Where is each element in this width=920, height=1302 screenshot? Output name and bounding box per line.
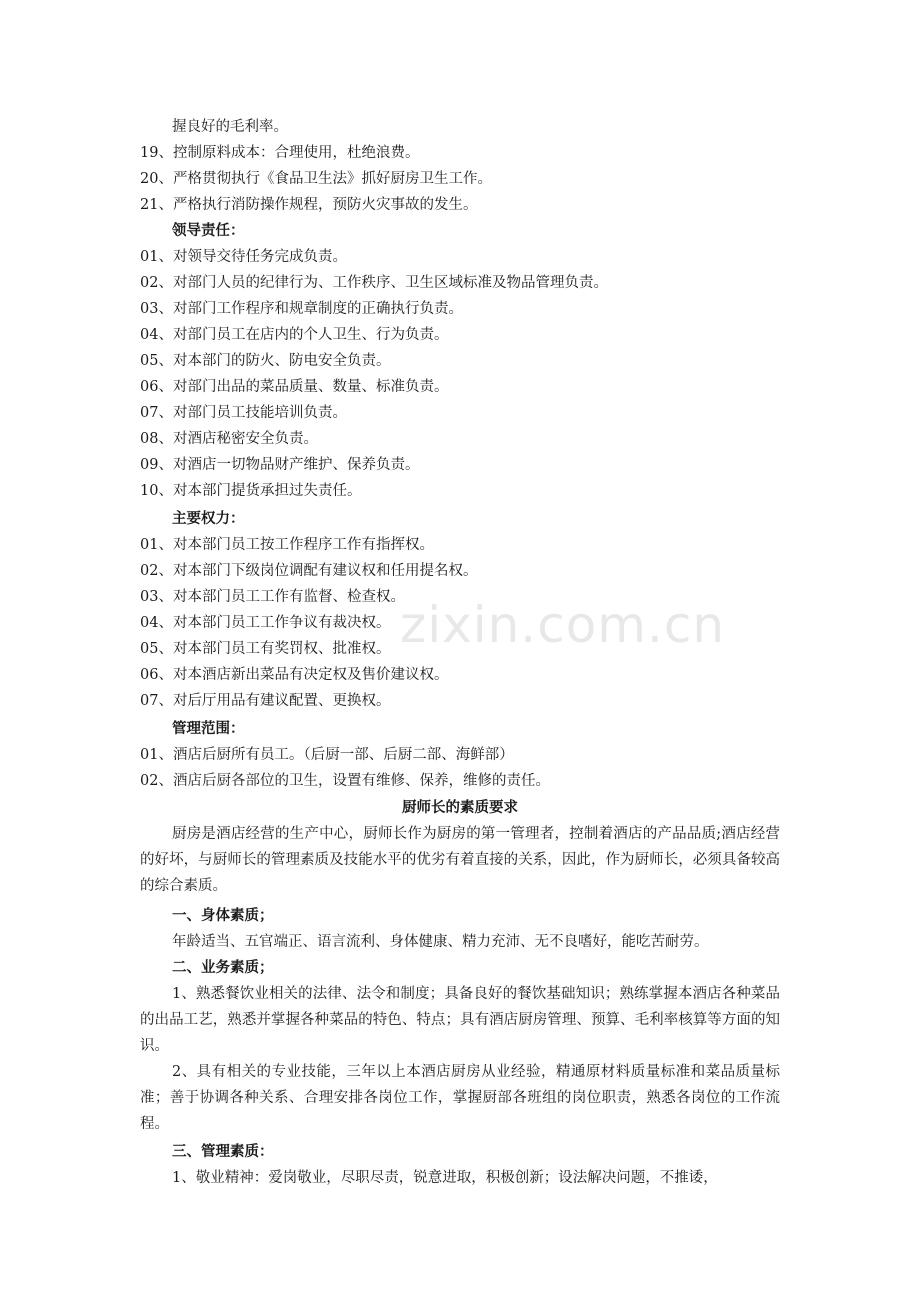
list-item: 09、对酒店一切物品财产维护、保养负责。 (140, 457, 420, 473)
list-item: 02、对本部门下级岗位调配有建议权和任用提名权。 (140, 563, 478, 579)
watermark: zixin.com.cn (400, 596, 726, 654)
list-item: 05、对本部门的防火、防电安全负责。 (140, 353, 391, 369)
list-item: 03、对部门工作程序和规章制度的正确执行负责。 (140, 301, 463, 317)
list-item: 01、对领导交待任务完成负责。 (140, 249, 347, 265)
list-item: 04、对本部门员工工作争议有裁决权。 (140, 615, 391, 631)
business-paragraph-2: 2、具有相关的专业技能，三年以上本酒店厨房从业经验，精通原材料质量标准和菜品质量标准；善于协调各种关系、合理安排各岗位工作，掌握厨部各班组的岗位职责，熟悉各岗位的工作流程。 (140, 1064, 780, 1132)
heading-physical: 一、身体素质； (172, 908, 274, 924)
list-item: 21、严格执行消防操作规程，预防火灾事故的发生。 (140, 197, 478, 213)
intro-paragraph: 厨房是酒店经营的生产中心，厨师长作为厨房的第一管理者，控制着酒店的产品品质;酒店经营的好坏，与厨师长的管理素质及技能水平的优劣有着直接的关系，因此，作为厨师长，必须具备较高的综合素质。 (140, 826, 780, 894)
list-item: 08、对酒店秘密安全负责。 (140, 431, 318, 447)
management-paragraph-1: 1、敬业精神：爱岗敬业，尽职尽责，锐意进取，积极创新；设法解决问题，不推诿， (172, 1170, 718, 1186)
list-item: 01、酒店后厨所有员工。（后厨一部、后厨二部、海鲜部） (140, 747, 514, 763)
list-item: 03、对本部门员工工作有监督、检查权。 (140, 589, 405, 605)
list-item: 19、控制原料成本：合理使用，杜绝浪费。 (140, 145, 420, 161)
business-paragraph-1: 1、熟悉餐饮业相关的法律、法令和制度；具备良好的餐饮基础知识；熟练掌握本酒店各种菜品的出品工艺，熟悉并掌握各种菜品的特色、特点；具有酒店厨房管理、预算、毛利率核算等方面的知识。 (140, 986, 780, 1054)
list-item: 20、严格贯彻执行《食品卫生法》抓好厨房卫生工作。 (140, 171, 492, 187)
list-item: 04、对部门员工在店内的个人卫生、行为负责。 (140, 327, 449, 343)
physical-text: 年龄适当、五官端正、语言流利、身体健康、精力充沛、无不良嗜好，能吃苦耐劳。 (172, 934, 709, 950)
section-heading-leadership: 领导责任： (172, 223, 245, 239)
section-heading-powers: 主要权力： (172, 511, 245, 527)
list-item: 05、对本部门员工有奖罚权、批准权。 (140, 641, 391, 657)
heading-management: 三、管理素质： (172, 1144, 274, 1160)
list-item: 02、酒店后厨各部位的卫生，设置有维修、保养，维修的责任。 (140, 773, 550, 789)
list-item: 10、对本部门提货承担过失责任。 (140, 483, 362, 499)
list-item: 06、对部门出品的菜品质量、数量、标准负责。 (140, 379, 449, 395)
section-title-quality: 厨师长的素质要求 (402, 800, 518, 816)
continuation-line: 握良好的毛利率。 (172, 119, 288, 135)
heading-business: 二、业务素质； (172, 960, 274, 976)
list-item: 07、对后厅用品有建议配置、更换权。 (140, 693, 391, 709)
list-item: 07、对部门员工技能培训负责。 (140, 405, 347, 421)
section-heading-scope: 管理范围： (172, 721, 245, 737)
list-item: 01、对本部门员工按工作程序工作有指挥权。 (140, 537, 434, 553)
list-item: 06、对本酒店新出菜品有决定权及售价建议权。 (140, 667, 449, 683)
list-item: 02、对部门人员的纪律行为、工作秩序、卫生区域标准及物品管理负责。 (140, 275, 608, 291)
